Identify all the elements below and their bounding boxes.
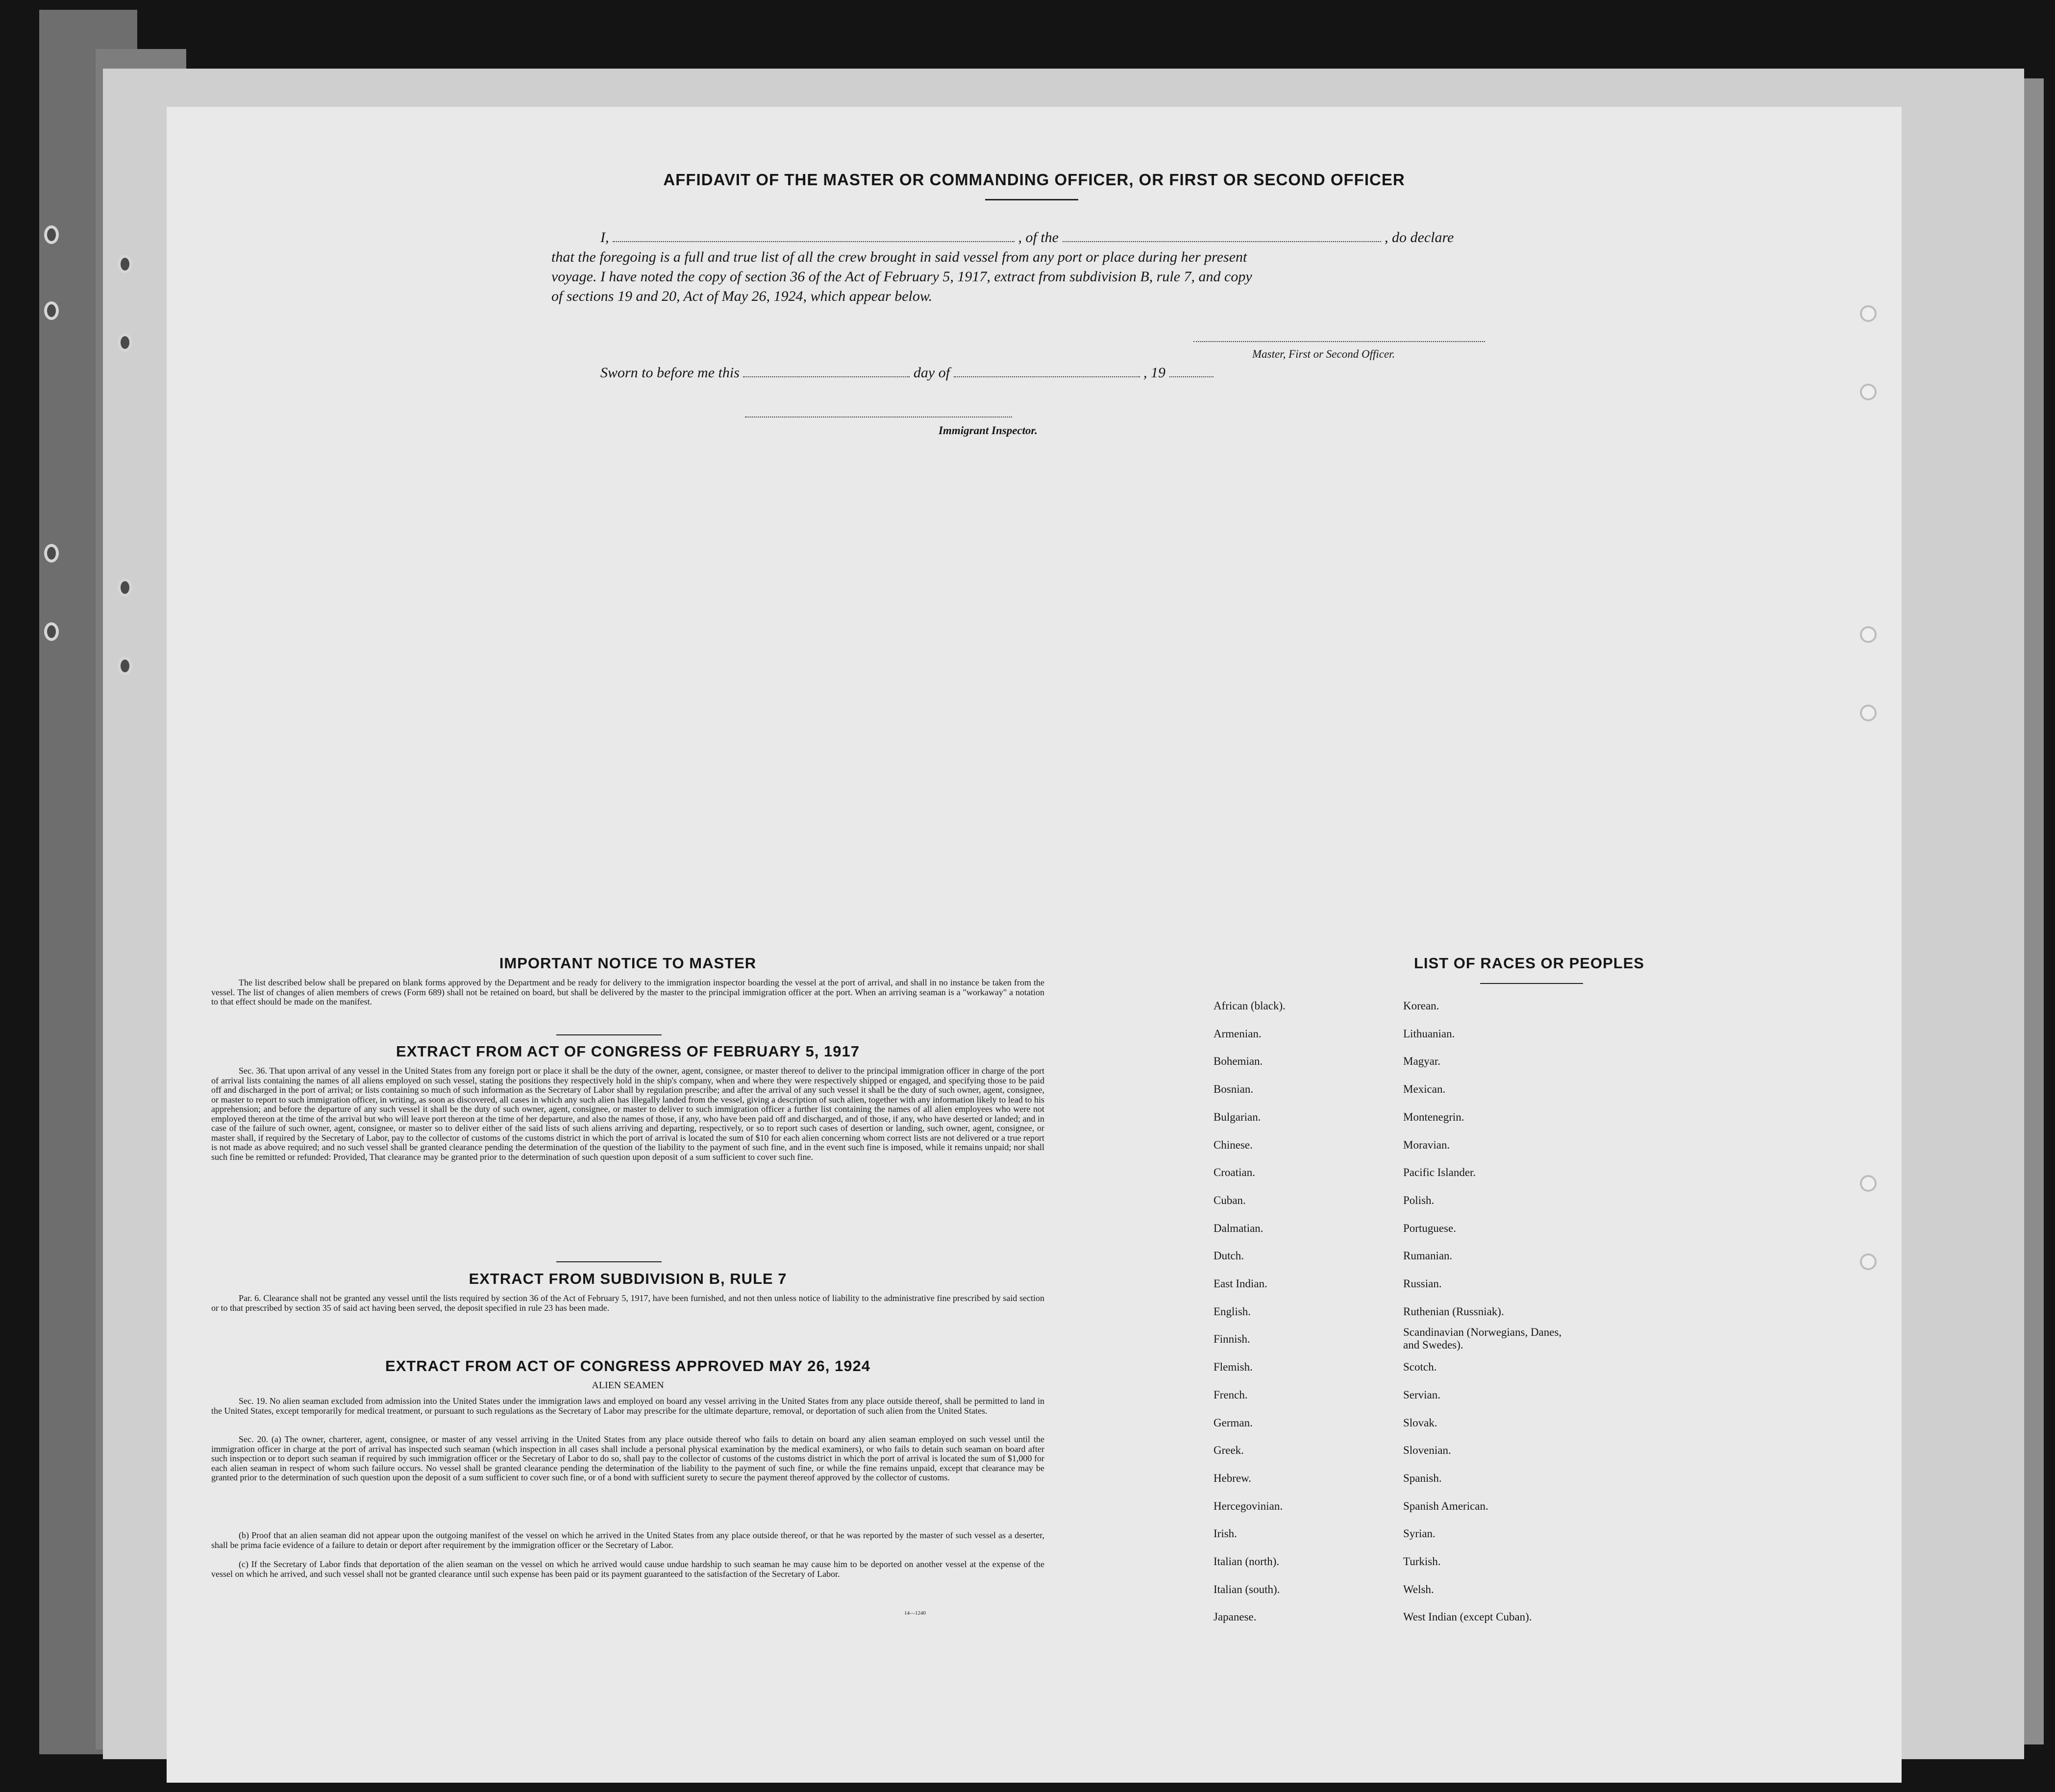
inspector-label: Immigrant Inspector.: [939, 424, 1038, 437]
race-item: Servian.: [1403, 1388, 1441, 1401]
binder-hole: [118, 255, 132, 273]
race-item: Italian (north).: [1213, 1555, 1280, 1568]
affidavit-line-2: that the foregoing is a full and true list of all the crew brought in said vessel from any port or place during her present: [551, 249, 1247, 265]
races-underline: [1480, 983, 1583, 984]
race-item: Italian (south).: [1213, 1583, 1280, 1596]
sec20c-body: (c) If the Secretary of Labor finds that deportation of the alien seaman on the vessel on which he arrived would cause undue hardship to such seaman he may cause him to be deported on another vessel at the expense of the vessel on which he arrived, and such vessel shall not be granted clearance until such expense has been paid or its payment guaranteed to the satisfaction of the Secretary of Labor.: [211, 1559, 1044, 1579]
binder-hole: [44, 301, 59, 320]
race-item: Moravian.: [1403, 1138, 1450, 1151]
sworn-line: [600, 363, 1213, 383]
binder-hole: [44, 544, 59, 563]
binder-hole: [44, 225, 59, 244]
document-page: [167, 107, 1902, 1783]
race-item: East Indian.: [1213, 1277, 1267, 1290]
race-item: Finnish.: [1213, 1333, 1250, 1346]
form-number: 14—1240: [904, 1610, 926, 1616]
binder-hole: [118, 333, 132, 352]
extract-rule7-body: Par. 6. Clearance shall not be granted any vessel until the lists required by section 36 of the Act of February 5, 1917, have been furnished, and not then unless notice of liability to the administrative fine prescribed by said section or to that prescribed by section 35 of said act having been served, the deposit specified in rule 23 has been made.: [211, 1293, 1044, 1313]
race-item: Dutch.: [1213, 1250, 1244, 1262]
race-item: Chinese.: [1213, 1138, 1253, 1151]
race-item: Armenian.: [1213, 1027, 1262, 1040]
punch-hole: [1860, 705, 1877, 721]
affidavit-line-3: voyage. I have noted the copy of section 36 of the Act of February 5, 1917, extract from subdivision B, rule 7, and copy: [551, 269, 1252, 285]
master-signature-label: Master, First or Second Officer.: [1252, 348, 1395, 360]
sworn-label: Sworn to before me this: [600, 365, 740, 381]
race-item: Cuban.: [1213, 1194, 1246, 1206]
binder-hole: [44, 622, 59, 641]
race-item: Polish.: [1403, 1194, 1435, 1206]
race-item: German.: [1213, 1416, 1253, 1429]
affidavit-line-1: [600, 227, 1454, 248]
race-item: Slovenian.: [1403, 1444, 1451, 1457]
race-item: Bosnian.: [1213, 1083, 1254, 1096]
race-item: Scandinavian (Norwegians, Danes, and Swedes).: [1403, 1326, 1562, 1351]
race-item: Greek.: [1213, 1444, 1244, 1457]
extract-1917-body: Sec. 36. That upon arrival of any vessel in the United States from any foreign port or place it shall be the duty of the owner, agent, consignee, or master thereof to deliver to the principal immigration officer in charge of the port of arrival lists containing the names of all aliens employed on such vessel, stating the positions they respectively hold in the ship's company, when and where they were respectively shipped or engaged, and specifying those to be paid off and discharged in the port of arrival; or lists containing so much of such information as the Secretary of Labor shall by regulation prescribe; and after the arrival of any such vessel it shall be the duty of such owner, agent, consignee, or master to report to such immigration officer, in writing, as soon as discovered, all cases in which any such alien has illegally landed from the vessel, giving a description of such alien, together with any information likely to lead to his apprehension; and before the departure of any such vessel it shall be the duty of such owner, agent, consignee, or master to deliver to such immigration officer a further list containing the names of all alien employees who were not employed thereon at the time of the arrival but who will leave port thereon at the time of her departure, and also the names of those, if any, who have been paid off and discharged, and of those, if any, who have deserted or landed; and in case of the failure of such owner, agent, consignee, or master so to deliver either of the said lists of such aliens arriving and departing, respectively, or so to report such cases of desertion or landing, such owner, agent, consignee, or master shall, if required by the Secretary of Labor, pay to the collector of customs of the customs district in which the port of arrival is located the sum of $10 for each alien concerning whom correct lists are not delivered or a true report is not made as above required; and no such vessel shall be granted clearance pending the determination of the question of the liability to the payment of such fine, and in the event such fine is imposed, while it remains unpaid; nor shall such fine be remitted or refunded: Provided, That clearance may be granted prior to the determination of such question upon deposit of a sum sufficient to cover such fine.: [211, 1066, 1044, 1162]
race-item: Portuguese.: [1403, 1222, 1456, 1234]
punch-hole: [1860, 1253, 1877, 1270]
race-item: Ruthenian (Russniak).: [1403, 1305, 1504, 1318]
extract-1924-title: EXTRACT FROM ACT OF CONGRESS APPROVED MAY 26, 1924: [385, 1357, 870, 1375]
divider: [556, 1261, 662, 1262]
of-the-label: , of the: [1018, 229, 1059, 245]
race-item: Scotch.: [1403, 1361, 1437, 1374]
race-item: Korean.: [1403, 1000, 1439, 1012]
master-signature-line: [1193, 341, 1485, 342]
punch-hole: [1860, 1175, 1877, 1192]
race-item: Syrian.: [1403, 1527, 1436, 1540]
race-item: Croatian.: [1213, 1166, 1255, 1179]
sworn-month-blank: [954, 364, 1140, 377]
race-item: Dalmatian.: [1213, 1222, 1263, 1234]
name-blank: [613, 228, 1015, 242]
punch-hole: [1860, 626, 1877, 643]
race-item: Hebrew.: [1213, 1472, 1252, 1484]
binder-hole: [118, 657, 132, 675]
notice-body: The list described below shall be prepared on blank forms approved by the Department and be ready for delivery to the immigration inspector boarding the vessel at the port of arrival, and shall in no instance be taken from the vessel. The list of changes of alien members of crews (Form 689) shall not be retained on board, but shall be delivered by the master to the principal immigration officer at the port. When an arriving seaman is a "workaway" a notation to that effect should be made on the manifest.: [211, 978, 1044, 1006]
affidavit-line-4: of sections 19 and 20, Act of May 26, 1924, which appear below.: [551, 288, 933, 304]
race-item: West Indian (except Cuban).: [1403, 1611, 1532, 1623]
notice-title: IMPORTANT NOTICE TO MASTER: [499, 955, 757, 972]
extract-1924-subtitle: ALIEN SEAMEN: [592, 1380, 664, 1391]
punch-hole: [1860, 384, 1877, 400]
i-label: I,: [600, 229, 609, 245]
race-item: Russian.: [1403, 1277, 1442, 1290]
sworn-day-blank: [743, 364, 910, 377]
race-item: Japanese.: [1213, 1611, 1257, 1623]
race-item: Flemish.: [1213, 1361, 1253, 1374]
extract-rule7-title: EXTRACT FROM SUBDIVISION B, RULE 7: [469, 1270, 787, 1287]
do-declare-label: , do declare: [1385, 229, 1454, 245]
sec20b-body: (b) Proof that an alien seaman did not appear upon the outgoing manifest of the vessel on which he arrived in the United States from any place outside thereof, or that he was reported by the master of such vessel as a deserter, shall be prima facie evidence of a failure to detain or deport after requirement by the immigration officer or the Secretary of Labor.: [211, 1530, 1044, 1550]
race-item: Rumanian.: [1403, 1250, 1453, 1262]
race-item: Hercegovinian.: [1213, 1499, 1283, 1512]
races-title: LIST OF RACES OR PEOPLES: [1413, 955, 1645, 972]
race-item: Spanish.: [1403, 1472, 1442, 1484]
race-item: Bulgarian.: [1213, 1110, 1261, 1123]
race-item: Slovak.: [1403, 1416, 1437, 1429]
race-item: Mexican.: [1403, 1083, 1446, 1096]
divider: [556, 1034, 662, 1035]
year-prefix: , 19: [1143, 365, 1166, 381]
race-item: Bohemian.: [1213, 1055, 1263, 1068]
race-item: Spanish American.: [1403, 1499, 1488, 1512]
race-item: Pacific Islander.: [1403, 1166, 1476, 1179]
race-item: Lithuanian.: [1403, 1027, 1455, 1040]
year-blank: [1169, 364, 1213, 377]
sec19-body: Sec. 19. No alien seaman excluded from admission into the United States under the immigration laws and employed on board any vessel arriving in the United States from any place outside thereof, shall be permitted to land in the United States, except temporarily for medical treatment, or pursuant to such regulations as the Secretary of Labor may prescribe for the ultimate departure, removal, or deportation of such alien from the United States.: [211, 1396, 1044, 1416]
punch-hole: [1860, 305, 1877, 322]
race-item: Turkish.: [1403, 1555, 1441, 1568]
race-item: Montenegrin.: [1403, 1110, 1464, 1123]
binder-hole: [118, 578, 132, 597]
race-item: African (black).: [1213, 1000, 1286, 1012]
extract-1917-title: EXTRACT FROM ACT OF CONGRESS OF FEBRUARY 5, 1917: [396, 1043, 860, 1060]
sec20a-body: Sec. 20. (a) The owner, charterer, agent, consignee, or master of any vessel arriving in the United States from any place outside thereof who fails to detain on board any alien seaman employed on such vessel until the immigration officer in charge at the port of arrival has inspected such seaman (which inspection in all cases shall include a personal physical examination by the medical examiners), or who fails to detain such seaman on board after such inspection or to deport such seaman if required by such immigration officer or the Secretary of Labor to do so, shall pay to the collector of customs of the customs district in which the port of arrival is located the sum of $1,000 for each alien seaman in respect of whom such failure occurs. No vessel shall be granted clearance pending the determination of the liability to the payment of such fine, or while the fine remains unpaid, except that clearance may be granted prior to the determination of such question upon the deposit of a sum sufficient to cover such fine, or of a bond with sufficient surety to secure the payment thereof approved by the collector of customs.: [211, 1434, 1044, 1482]
vessel-blank: [1063, 228, 1381, 242]
race-item: Irish.: [1213, 1527, 1237, 1540]
day-of-label: day of: [913, 365, 950, 381]
race-item: French.: [1213, 1388, 1248, 1401]
title-underline: [985, 199, 1078, 200]
race-item: English.: [1213, 1305, 1251, 1318]
race-item: Magyar.: [1403, 1055, 1441, 1068]
affidavit-title: AFFIDAVIT OF THE MASTER OR COMMANDING OFFICER, OR FIRST OR SECOND OFFICER: [663, 171, 1405, 189]
race-item: Welsh.: [1403, 1583, 1434, 1596]
